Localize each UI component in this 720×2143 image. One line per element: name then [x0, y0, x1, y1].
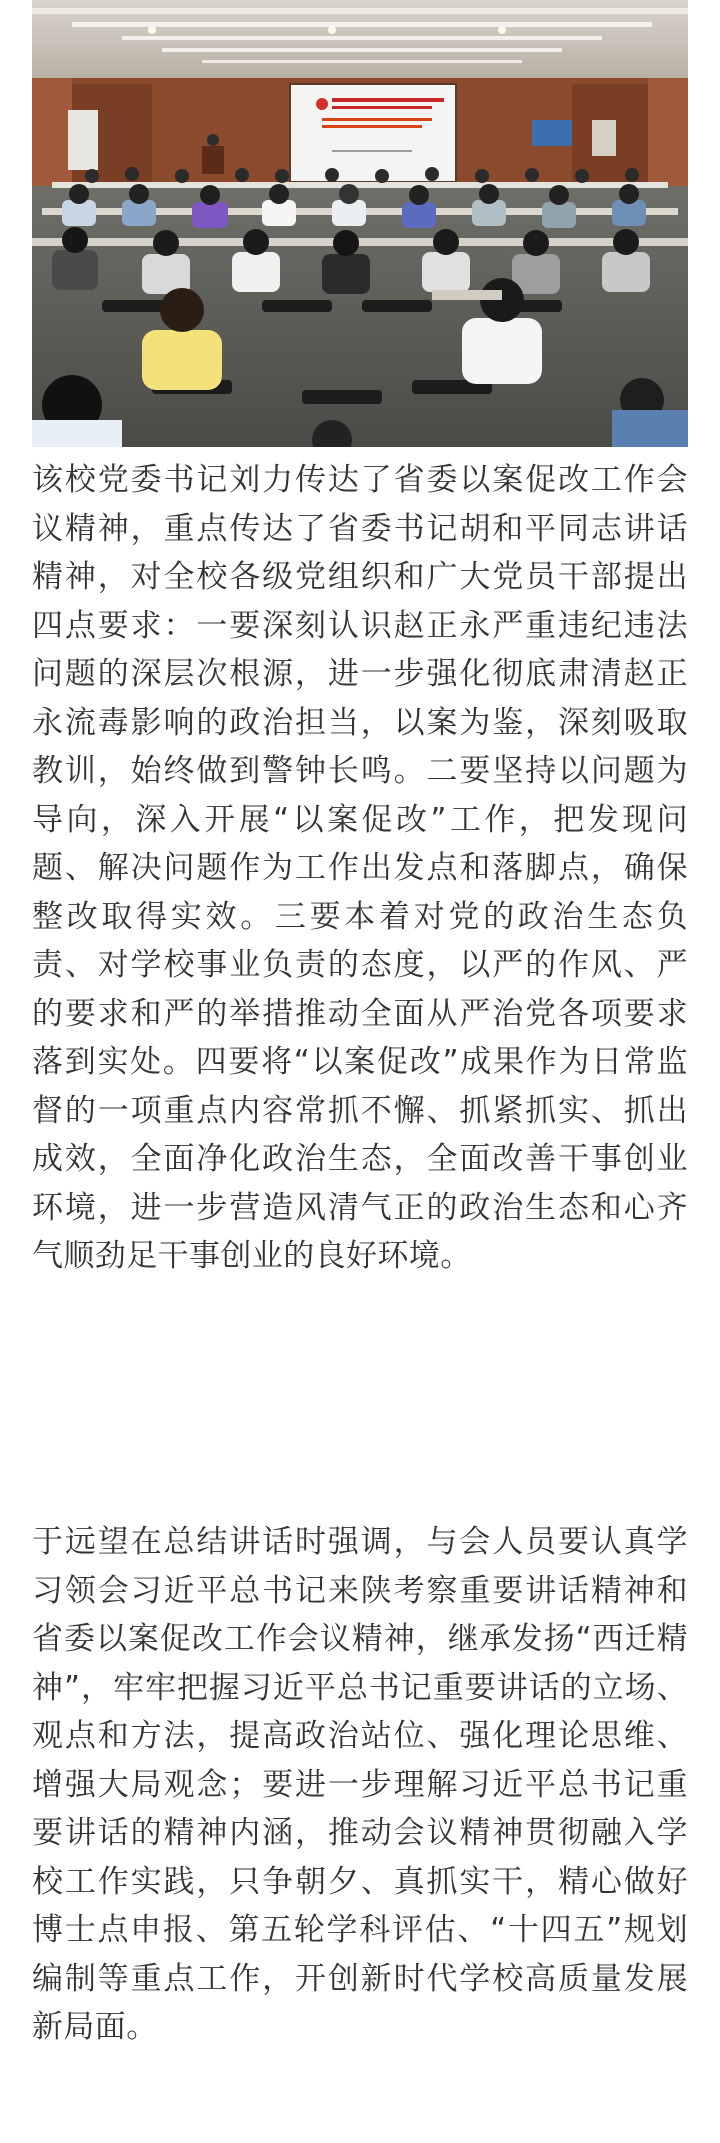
paragraph-party-secretary-speech: 该校党委书记刘力传达了省委以案促改工作会议精神，重点传达了省委书记胡和平同志讲话精神，对全校各级党组织和广大党员干部提出四点要求：一要深刻认识赵正永严重违纪违法问题的深层次根源，进一步强化彻底肃清赵正永流毒影响的政治担当，以案为鉴，深刻吸取教训，始终做到警钟长鸣。二要坚持以问题为导向，深入开展“以案促改”工作，把发现问题、解决问题作为工作出发点和落脚点，确保整改取得实效。三要本着对党的政治生态负责、对学校事业负责的态度，以严的作风、严的要求和严的举措推动全面从严治党各项要求落到实处。四要将“以案促改”成果作为日常监督的一项重点内容常抓不懈、抓紧抓实、抓出成效，全面净化政治生态，全面改善干事创业环境，进一步营造风清气正的政治生态和心齐气顺劲足干事创业的良好环境。 [32, 462, 688, 1274]
meeting-photo [32, 0, 688, 447]
paragraph-summary-speech: 于远望在总结讲话时强调，与会人员要认真学习领会习近平总书记来陕考察重要讲话精神和省委以案促改工作会议精神，继承发扬“西迁精神”，牢牢把握习近平总书记重要讲话的立场、观点和方法，提高政治站位、强化理论思维、增强大局观念；要进一步理解习近平总书记重要讲话的精神内涵，推动会议精神贯彻融入学校工作实践，只争朝夕、真抓实干，精心做好博士点申报、第五轮学科评估、“十四五”规划编制等重点工作，开创新时代学校高质量发展新局面。 [32, 1524, 688, 2045]
meeting-photo-illustration [32, 0, 688, 447]
party-emblem-icon [316, 98, 328, 110]
